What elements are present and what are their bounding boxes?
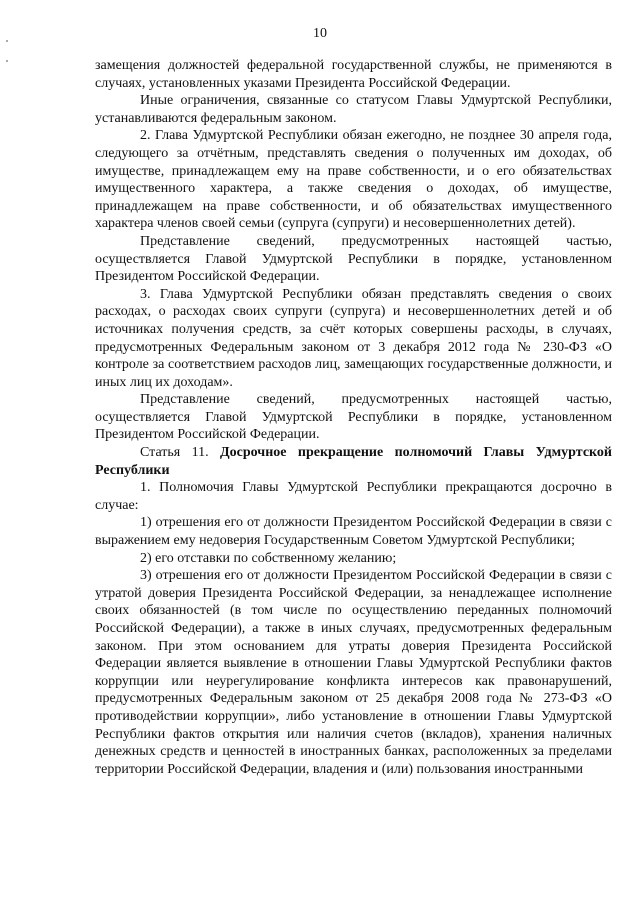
paragraph: 3. Глава Удмуртской Республики обязан представлять сведения о своих расходах, о расходах своих супруги (супруга) и несовершеннолетних детей и об источниках получения средств, за счёт которых совершены расходы, в случаях, предусмотренных Федеральным законом от 3 декабря 2012 года № 230-ФЗ «О контроле за соответствием расходов лиц, замещающих государственные должности, и иных лиц их доходам». xyxy=(95,286,612,390)
paragraph: замещения должностей федеральной государственной службы, не применяются в случаях, установленных указами Президента Российской Федерации. xyxy=(95,58,612,91)
paragraph: Представление сведений, предусмотренных настоящей частью, осуществляется Главой Удмуртской Республики в порядке, установленном Президентом Российской Федерации. xyxy=(95,233,612,285)
paragraph: Представление сведений, предусмотренных настоящей частью, осуществляется Главой Удмуртской Республики в порядке, установленном Президентом Российской Федерации. xyxy=(95,392,612,443)
article-title: Досрочное прекращение полномочий Главы Удмуртской Республики xyxy=(95,445,612,478)
page-number: 10 xyxy=(313,26,327,41)
paragraph: Иные ограничения, связанные со статусом Главы Удмуртской Республики, устанавливаются федеральным законом. xyxy=(95,93,612,126)
list-item: 1) отрешения его от должности Президентом Российской Федерации в связи с выражением ему недоверия Государственным Советом Удмуртской Республики; xyxy=(95,515,612,549)
document-body xyxy=(95,57,612,778)
list-item: 3) отрешения его от должности Президентом Российской Федерации в связи с утратой доверия Президента Российской Федерации, за ненадлежащее исполнение своих обязанностей (в том числе по осуществлению переданных полномочий Российской Федерации), а также в иных случаях, предусмотренных федеральным законом. При этом основанием для утраты доверия Президента Российской Федерации является выявление в отношении Главы Удмуртской Республики фактов коррупции или неурегулирование конфликта интересов как правонарушений, предусмотренных Федеральным законом от 25 декабря 2008 года № 273-ФЗ «О противодействии коррупции», либо установление в отношении Главы Удмуртской Республики фактов открытия или наличия счетов (вкладов), хранения наличных денежных средств и ценностей в иностранных банках, расположенных за пределами территории Российской Федерации, владения и (или) пользования иностранными xyxy=(95,568,612,777)
scan-edge-mark xyxy=(6,60,8,62)
article-heading xyxy=(95,444,612,479)
list-item: 2) его отставки по собственному желанию; xyxy=(140,550,397,566)
article-number: Статья 11. xyxy=(140,445,209,461)
paragraph: 1. Полномочия Главы Удмуртской Республики прекращаются досрочно в случае: xyxy=(95,480,612,513)
paragraph: 2. Глава Удмуртской Республики обязан ежегодно, не позднее 30 апреля года, следующего за отчётным, представлять сведения о полученных им доходах, об имуществе, принадлежащем ему на праве собственности, и о его обязательствах имущественного характера, а также сведения о доходах, об имуществе, принадлежащем на праве собственности, и об обязательствах имущественного характера членов своей семьи (супруга (супруги) и несовершеннолетних детей). xyxy=(95,128,612,232)
scan-edge-mark xyxy=(6,40,8,42)
